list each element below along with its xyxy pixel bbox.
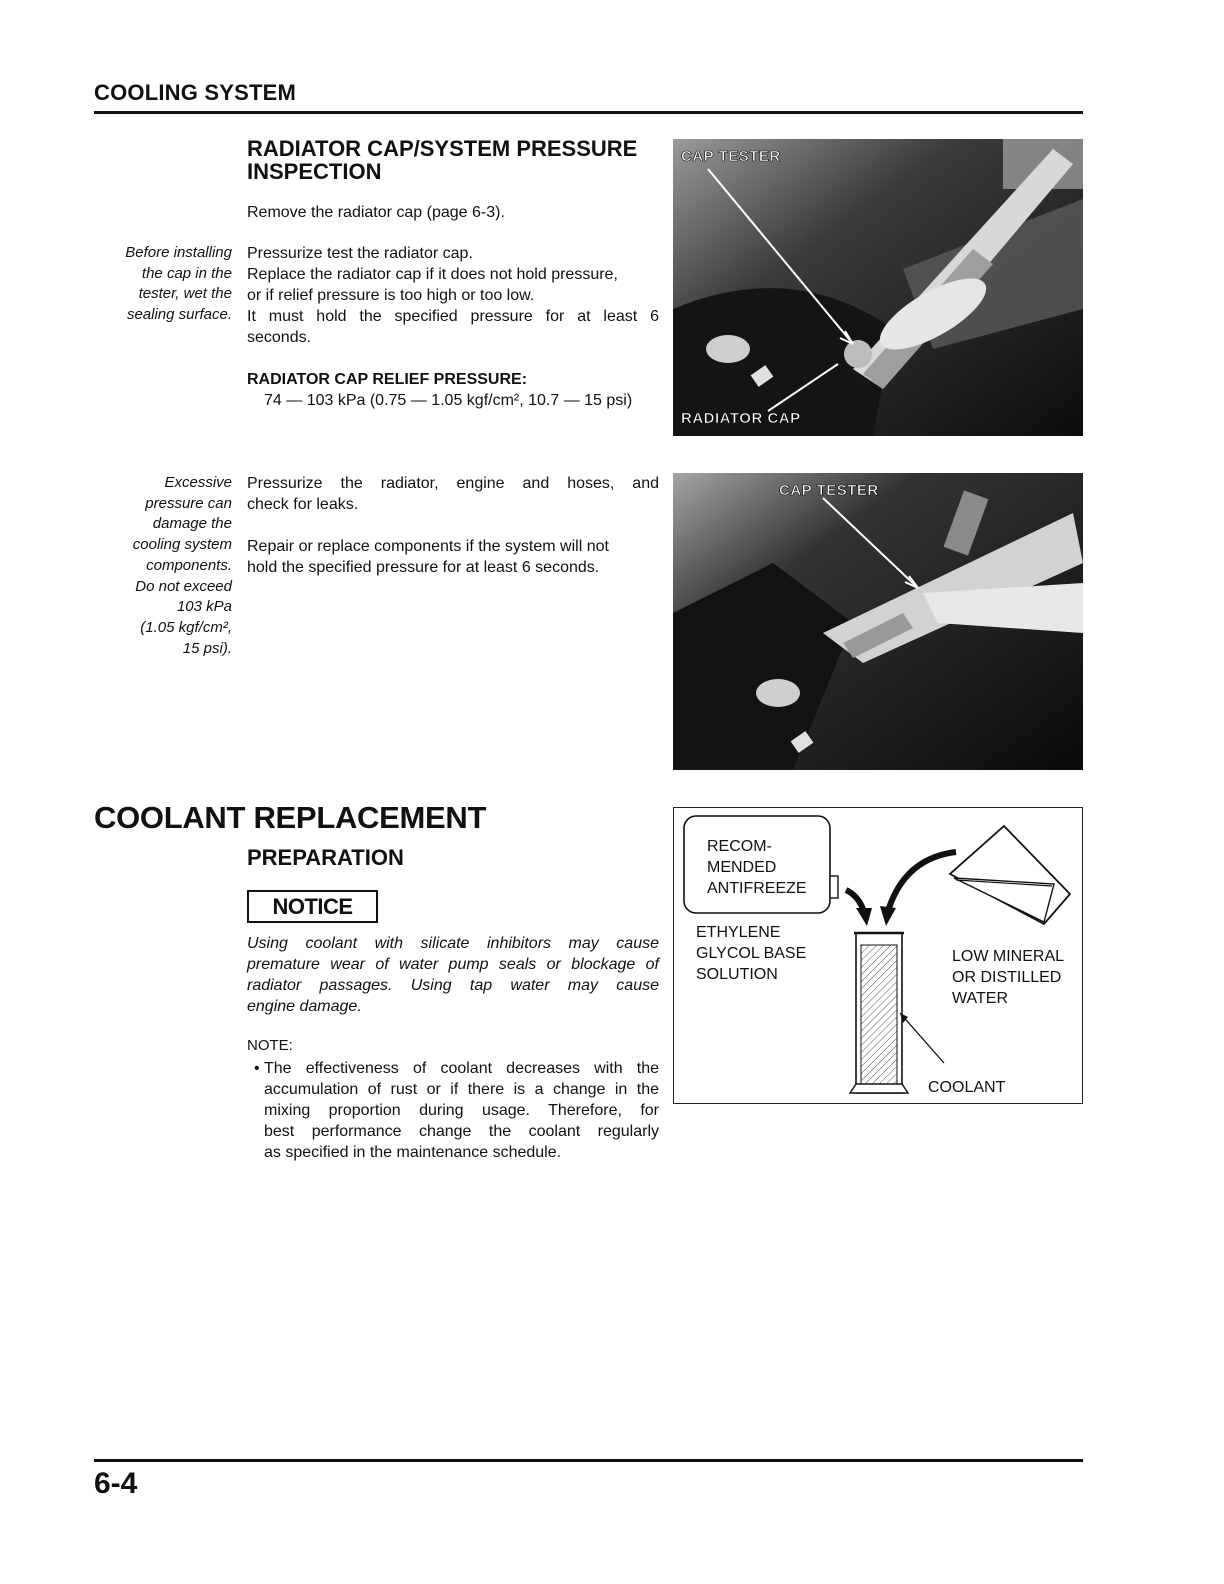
water-line: WATER [952,990,1008,1007]
glycol-line: SOLUTION [696,966,778,983]
spec-value: 74 — 103 kPa (0.75 — 1.05 kgf/cm², 10.7 — 15 psi) [264,392,633,409]
inspection-heading-line2: INSPECTION [247,159,382,184]
inspection-heading [247,137,637,183]
cap-tester-photo [673,139,1083,436]
distilled-water-label [952,946,1064,1009]
notice-line: engine damage. [247,998,362,1015]
remove-cap-step: Remove the radiator cap (page 6-3). [247,204,505,221]
note-line: The effectiveness of coolant decreases with the [264,1060,659,1077]
side-note-line: the cap in the [141,264,232,282]
side-note-line: sealing surface. [126,306,232,324]
cap-tester-photo-art [673,139,1083,436]
body-line: It must hold the specified pressure for at least 6 [247,308,659,325]
note-label: NOTE: [247,1037,293,1054]
side-note-line: (1.05 kgf/cm², [140,618,232,636]
side-note-line: damage the [152,515,232,533]
coolant-label: COOLANT [928,1079,1006,1096]
section-title: COOLING SYSTEM [94,80,297,105]
coolant-mix-diagram [673,807,1083,1104]
note-line: best performance change the coolant regularly [264,1123,659,1140]
inspection-side-note [82,243,232,326]
inspection-heading-line1: RADIATOR CAP/SYSTEM PRESSURE [247,136,638,161]
body-line: Pressurize test the radiator cap. [247,245,473,262]
note-line: mixing proportion during usage. Therefore, for [264,1102,659,1119]
spec-label: RADIATOR CAP RELIEF PRESSURE: [247,371,528,388]
body-line: seconds. [247,329,312,346]
body-line: hold the specified pressure for at least 6 seconds. [247,559,600,576]
inspection-body [247,243,659,348]
header-rule [94,111,1083,114]
water-line: OR DISTILLED [952,969,1062,986]
note-text [264,1058,659,1163]
note-line: as specified in the maintenance schedule. [264,1144,562,1161]
pressure-warning-side-note [82,473,232,659]
side-note-line: Excessive [164,474,232,491]
side-note-line: Before installing [125,244,232,261]
antifreeze-label [707,836,807,899]
cap-tester-label: CAP TESTER [779,482,879,499]
antifreeze-line: ANTIFREEZE [707,880,807,897]
preparation-heading: PREPARATION [247,845,404,870]
notice-text [247,933,659,1017]
body-line: Replace the radiator cap if it does not hold pressure, [247,266,618,283]
body-line: Pressurize the radiator, engine and hoses, and [247,475,659,492]
cap-tester-label: CAP TESTER [681,148,781,165]
side-note-line: tester, wet the [138,285,232,303]
side-note-line: Do not exceed [135,577,232,595]
note-line: accumulation of rust or if there is a change in the [264,1081,659,1098]
radiator-cap-label: RADIATOR CAP [681,410,801,427]
side-note-line: components. [146,556,232,574]
glycol-line: GLYCOL BASE [696,945,807,962]
coolant-replacement-heading: COOLANT REPLACEMENT [94,800,487,835]
side-note-line: pressure can [145,494,232,512]
system-test-photo-art [673,473,1083,770]
footer-rule [94,1459,1083,1462]
notice-line: Using coolant with silicate inhibitors may cause [247,935,659,952]
system-test-photo [673,473,1083,770]
antifreeze-line: RECOM- [707,838,772,855]
ethylene-glycol-label [696,922,806,985]
antifreeze-line: MENDED [707,859,777,876]
system-test-para2 [247,536,659,578]
notice-line: premature wear of water pump seals or blockage of [247,956,659,973]
notice-badge: NOTICE [247,890,378,923]
body-line: or if relief pressure is too high or too low. [247,287,535,304]
page-number: 6-4 [94,1467,138,1500]
body-line: check for leaks. [247,496,359,513]
side-note-line: cooling system [132,536,232,554]
note-bullet: • [254,1060,260,1077]
body-line: Repair or replace components if the system will not [247,538,609,555]
side-note-line: 15 psi). [182,639,232,657]
side-note-line: 103 kPa [176,598,232,616]
glycol-line: ETHYLENE [696,924,781,941]
notice-line: radiator passages. Using tap water may cause [247,977,659,994]
water-line: LOW MINERAL [952,948,1065,965]
system-test-para1 [247,473,659,515]
